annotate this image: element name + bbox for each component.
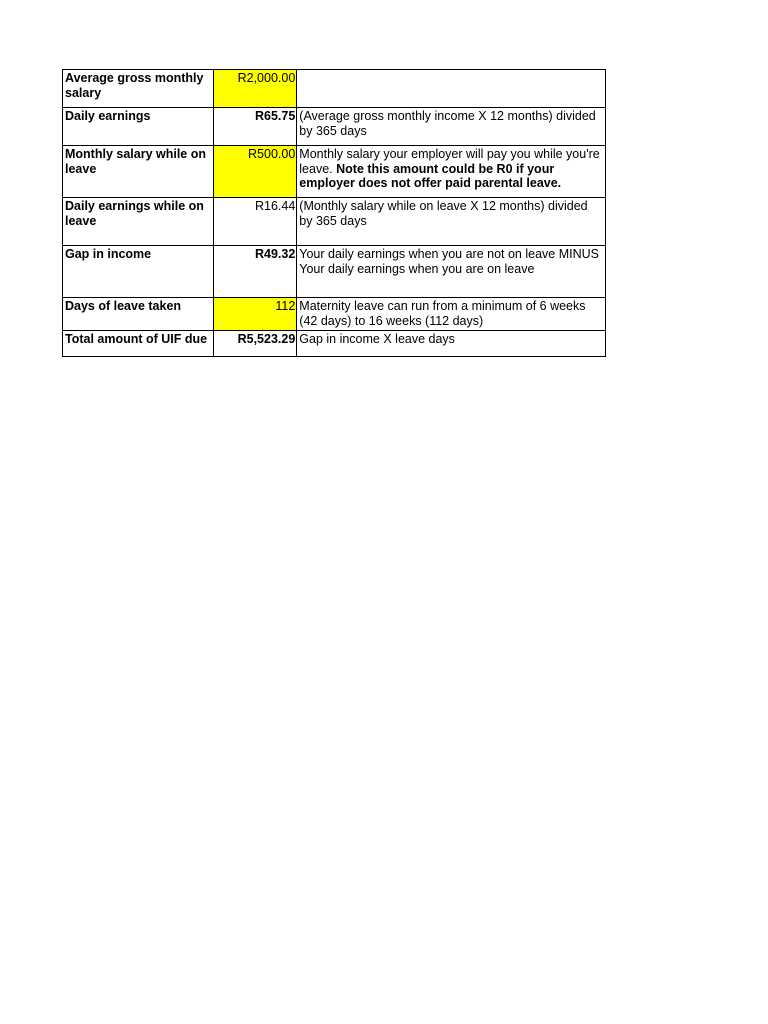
daily-earnings-note: (Average gross monthly income X 12 months) divided by 365 days xyxy=(297,108,606,146)
table-row-daily-earnings xyxy=(63,108,606,146)
table-row-average-gross-monthly-salary xyxy=(63,70,606,108)
uif-calculator-table xyxy=(62,69,606,357)
monthly-salary-while-on-leave-label: Monthly salary while on leave xyxy=(63,146,214,198)
monthly-salary-while-on-leave-input-cell[interactable]: R500.00 xyxy=(213,146,296,198)
total-amount-of-uif-due-note: Gap in income X leave days xyxy=(297,331,606,357)
total-amount-of-uif-due-value: R5,523.29 xyxy=(213,331,296,357)
days-of-leave-taken-note: Maternity leave can run from a minimum of 6 weeks (42 days) to 16 weeks (112 days) xyxy=(297,298,606,331)
average-gross-monthly-salary-label: Average gross monthly salary xyxy=(63,70,214,108)
average-gross-monthly-salary-input-cell[interactable]: R2,000.00 xyxy=(213,70,296,108)
table-row-daily-earnings-while-on-leave xyxy=(63,198,606,246)
daily-earnings-label: Daily earnings xyxy=(63,108,214,146)
total-amount-of-uif-due-label: Total amount of UIF due xyxy=(63,331,214,357)
gap-in-income-label: Gap in income xyxy=(63,246,214,298)
monthly-salary-note-text: Monthly salary your employer will pay you while you're leave. xyxy=(299,147,600,176)
daily-earnings-value: R65.75 xyxy=(213,108,296,146)
gap-in-income-note: Your daily earnings when you are not on leave MINUS Your daily earnings when you are on leave xyxy=(297,246,606,298)
monthly-salary-while-on-leave-note xyxy=(297,146,606,198)
days-of-leave-taken-input-cell[interactable]: 112 xyxy=(213,298,296,331)
daily-earnings-while-on-leave-value: R16.44 xyxy=(213,198,296,246)
days-of-leave-taken-label: Days of leave taken xyxy=(63,298,214,331)
daily-earnings-while-on-leave-note: (Monthly salary while on leave X 12 months) divided by 365 days xyxy=(297,198,606,246)
table-row-days-of-leave-taken xyxy=(63,298,606,331)
gap-in-income-value: R49.32 xyxy=(213,246,296,298)
table-row-gap-in-income xyxy=(63,246,606,298)
table-row-monthly-salary-while-on-leave xyxy=(63,146,606,198)
average-gross-monthly-salary-note xyxy=(297,70,606,108)
daily-earnings-while-on-leave-label: Daily earnings while on leave xyxy=(63,198,214,246)
table-row-total-amount-of-uif-due xyxy=(63,331,606,357)
monthly-salary-note-warning: Note this amount could be R0 if your employer does not offer paid parental leave. xyxy=(299,161,562,190)
